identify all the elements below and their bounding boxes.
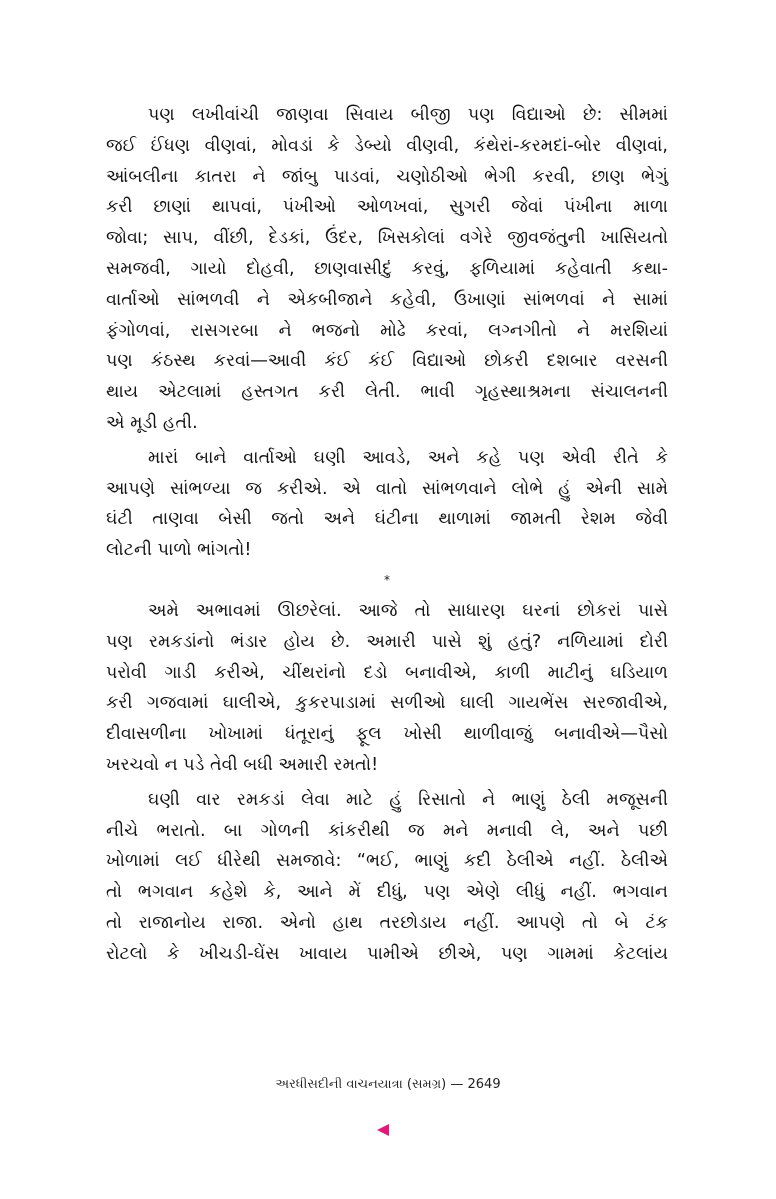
text-line: અમે અભાવમાં ઊછરેલાં. આજે તો સાધારણ ઘરનાં છોકરાં પાસે bbox=[148, 600, 668, 621]
text-line: નીચે ભરાતો. બા ગોળની કાંકરીથી જ મને મનાવી લે, અને પછી bbox=[106, 820, 668, 841]
text-line: થાય એટલામાં હસ્તગત કરી લેતી. ભાવી ગૃહસ્થાશ્રમના સંચાલનની bbox=[106, 382, 668, 403]
page-number: 2649 bbox=[467, 1077, 501, 1092]
text-line: કરી છાણાં થાપવાં, પંખીઓ ઓળખવાં, સુગરી જેવાં પંખીના માળા bbox=[106, 197, 668, 218]
text-line: પણ લખીવાંચી જાણવા સિવાય બીજી પણ વિદ્યાઓ છે: સીમમાં bbox=[148, 105, 668, 125]
text-line: ખરચવો ન પડે તેવી બધી અમારી રમતો! bbox=[106, 754, 379, 775]
text-line: રોટલો કે ખીચડી-ઘેંસ ખાવાય પામીએ છીએ, પણ ગામમાં કેટલાંય bbox=[106, 943, 668, 964]
text-line: સમજવી, ગાયો દોહવી, છાણવાસીદું કરવું, ફળિયામાં કહેવાતી કથા- bbox=[106, 258, 668, 279]
book-title: અરધીસદીની વાચનયાત્રા (સમગ્ર) bbox=[275, 1077, 447, 1092]
triangle-left-icon[interactable] bbox=[377, 1124, 389, 1136]
paragraph-ramakda bbox=[106, 785, 668, 970]
text-line: કરી ગજવામાં ઘાલીએ, કુકરપાડામાં સળીઓ ઘાલી ગાયભેંસ સરજાવીએ, bbox=[106, 693, 668, 714]
section-separator: * bbox=[384, 572, 390, 587]
text-line: તો ભગવાન કહેશે કે, આને મેં દીધું, પણ એણે લીધું નહીં. ભગવાન bbox=[106, 882, 668, 903]
text-line: લોટની પાળો ભાંગતો! bbox=[106, 540, 252, 561]
text-line: ઘંટી તાણવા બેસી જતો અને ઘંટીના થાળામાં જામતી રેશમ જેવી bbox=[106, 509, 668, 530]
paragraph-varta bbox=[106, 443, 668, 566]
text-line: મારાં બાને વાર્તાઓ ઘણી આવડે, અને કહે પણ એવી રીતે કે bbox=[148, 447, 668, 468]
text-line: પણ રમકડાંનો ભંડાર હોય છે. અમારી પાસે શું હતું? નળિયામાં દોરી bbox=[106, 631, 668, 652]
page-body bbox=[106, 100, 668, 970]
text-line: દીવાસળીના ખોખામાં ધંતૂરાનું ફૂલ ખોસી થાળીવાજું બનાવીએ—પૈસો bbox=[106, 724, 668, 745]
page-footer bbox=[0, 1077, 776, 1092]
text-line: પરોવી ગાડી કરીએ, ચીંથરાંનો દડો બનાવીએ, કાળી માટીનું ઘડિયાળ bbox=[106, 662, 668, 683]
text-line: પણ કંઠસ્થ કરવાં—આવી કંઈ કંઈ વિદ્યાઓ છોકરી દશબાર વરસની bbox=[106, 351, 668, 372]
footer-dash: — bbox=[450, 1077, 464, 1092]
text-line: તો રાજાનોય રાજા. એનો હાથ તરછોડાય નહીં. આપણે તો બે ટંક bbox=[106, 912, 668, 933]
text-line: જોવા; સાપ, વીંછી, દેડકાં, ઉંદર, ખિસકોલાં વગેરે જીવજંતુની ખાસિયતો bbox=[106, 228, 668, 249]
text-line: ખોળામાં લઈ ધીરેથી સમજાવે: “ભઈ, ભાણું કદી ઠેલીએ નહીં. ઠેલીએ bbox=[106, 851, 668, 872]
text-line: ફંગોળવાં, રાસગરબા ને ભજનો મોઢે કરવાં, લગ્નગીતો ને મરશિયાં bbox=[106, 320, 668, 341]
paragraph-abhav bbox=[106, 596, 668, 781]
text-line: એ મૂડી હતી. bbox=[106, 412, 198, 433]
text-line: આંબલીના કાતરા ને જાંબુ પાડવાં, ચણોઠીઓ ભેગી કરવી, છાણ ભેગું bbox=[106, 166, 668, 187]
text-line: જઈ ઈંધણ વીણવાં, મોવડાં કે ડેબ્યો વીણવી, કંથેરાં-કરમદાં-બોર વીણવાં, bbox=[106, 135, 668, 156]
text-line: આપણે સાંભળ્યા જ કરીએ. એ વાતો સાંભળવાને લોભે હું એની સામે bbox=[106, 478, 668, 499]
paragraph-vidyao bbox=[106, 100, 668, 439]
text-line: વાર્તાઓ સાંભળવી ને એકબીજાને કહેવી, ઉખાણાં સાંભળવાં ને સામાં bbox=[106, 289, 668, 310]
text-line: ઘણી વાર રમકડાં લેવા માટે હું રિસાતો ને ભાણું ઠેલી મજૂસની bbox=[148, 789, 668, 810]
